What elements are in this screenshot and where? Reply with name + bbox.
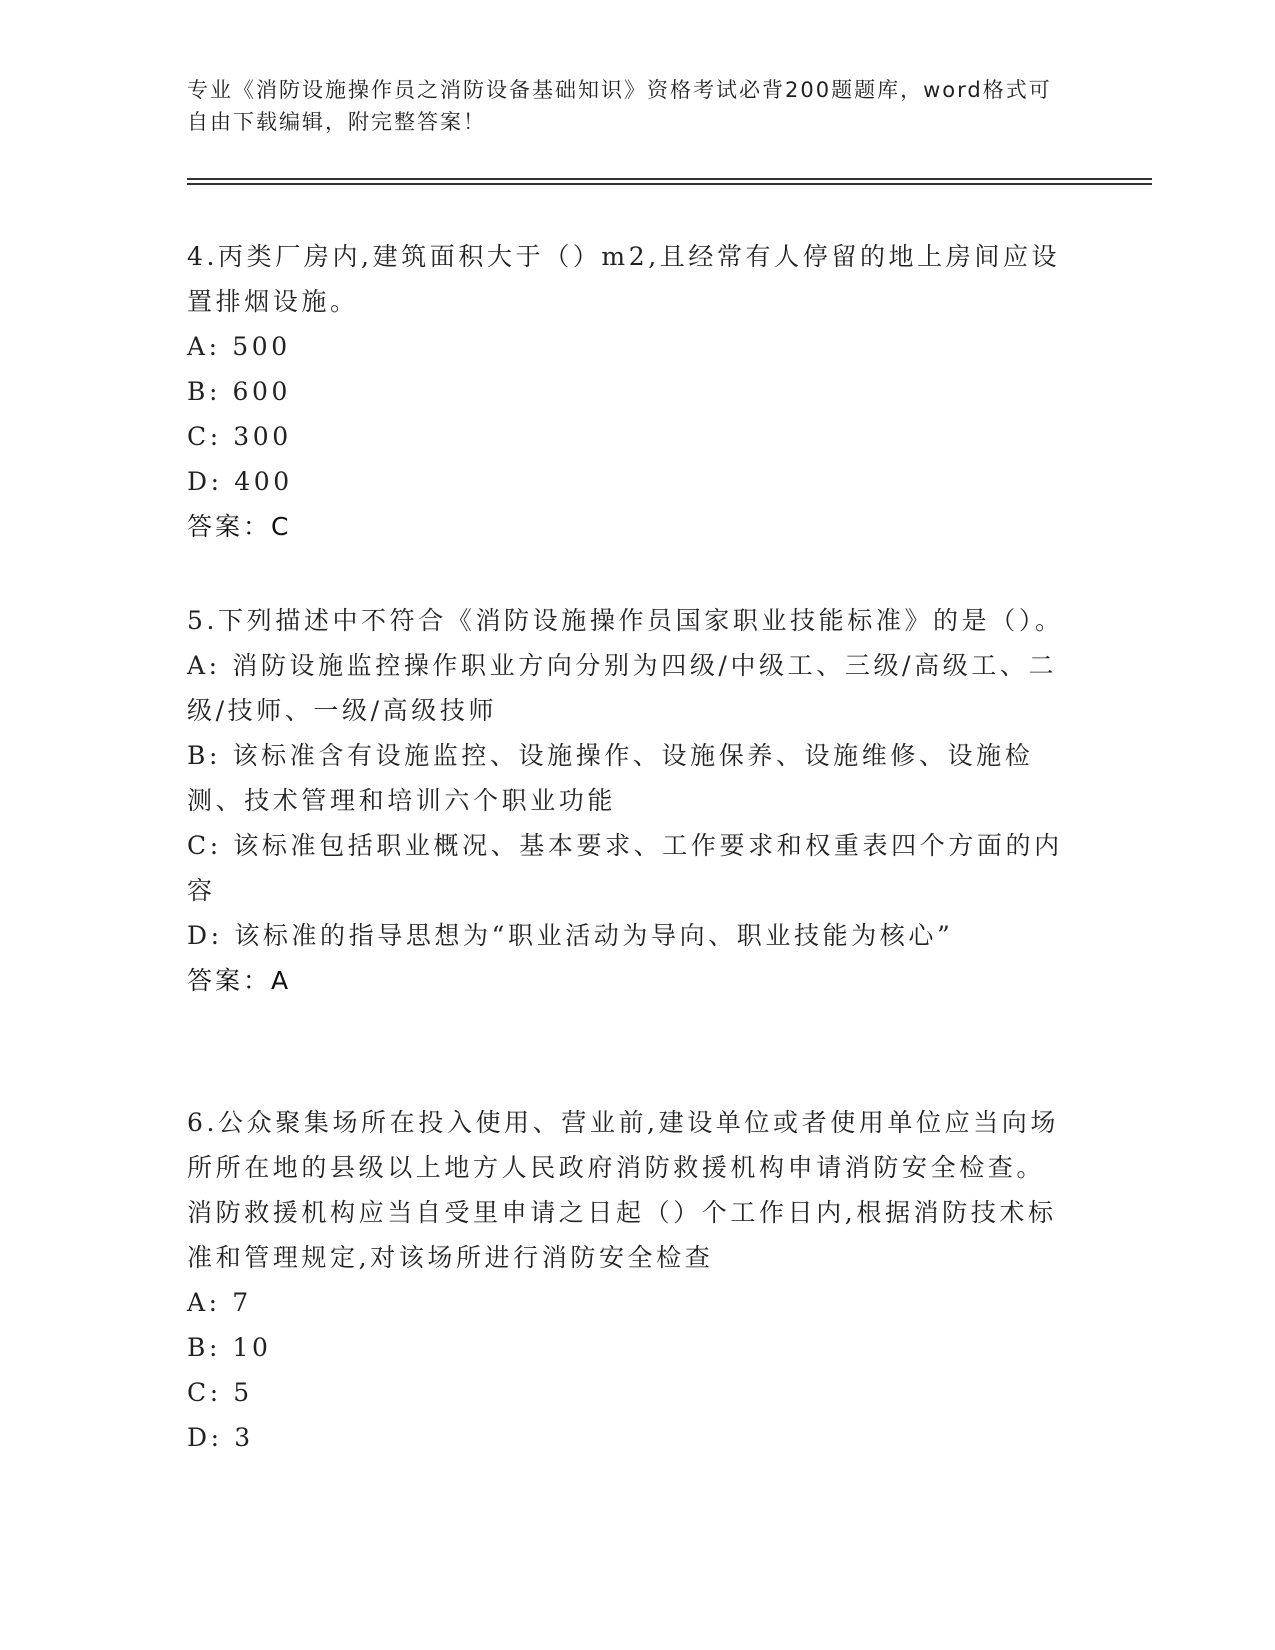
option-b: B: 600 — [187, 377, 292, 406]
option-c: C: 5 — [187, 1378, 253, 1407]
option-b: B: 10 — [187, 1333, 272, 1362]
question-4 — [187, 234, 1067, 549]
header-divider-bottom — [187, 183, 1152, 185]
header-divider-top — [187, 178, 1152, 180]
question-stem: 5.下列描述中不符合《消防设施操作员国家职业技能标准》的是（）。 — [187, 606, 1064, 635]
answer: 答案：A — [187, 966, 292, 995]
option-c: C: 该标准包括职业概况、基本要求、工作要求和权重表四个方面的内容 — [187, 831, 1063, 905]
option-a: A: 7 — [187, 1288, 252, 1317]
option-d: D: 该标准的指导思想为“职业活动为导向、职业技能为核心” — [187, 921, 954, 950]
question-stem: 4.丙类厂房内,建筑面积大于（）m2,且经常有人停留的地上房间应设置排烟设施。 — [187, 242, 1061, 316]
option-c: C: 300 — [187, 422, 292, 451]
option-d: D: 3 — [187, 1423, 254, 1452]
document-intro: 专业《消防设施操作员之消防设备基础知识》资格考试必背200题题库，word格式可自由下载编辑，附完整答案！ — [187, 78, 1052, 134]
option-a: A: 消防设施监控操作职业方向分别为四级/中级工、三级/高级工、二级/技师、一级/高级技师 — [187, 651, 1058, 725]
option-d: D: 400 — [187, 467, 293, 496]
option-b: B: 该标准含有设施监控、设施操作、设施保养、设施维修、设施检测、技术管理和培训六个职业功能 — [187, 741, 1034, 815]
answer: 答案：C — [187, 512, 292, 541]
question-5 — [187, 598, 1067, 1003]
question-stem: 6.公众聚集场所在投入使用、营业前,建设单位或者使用单位应当向场所所在地的县级以上地方人民政府消防救援机构申请消防安全检查。消防救援机构应当自受里申请之日起（）个工作日内,根据消防技术标准和管理规定,对该场所进行消防安全检查 — [187, 1108, 1060, 1272]
question-6 — [187, 1100, 1067, 1460]
option-a: A: 500 — [187, 332, 291, 361]
